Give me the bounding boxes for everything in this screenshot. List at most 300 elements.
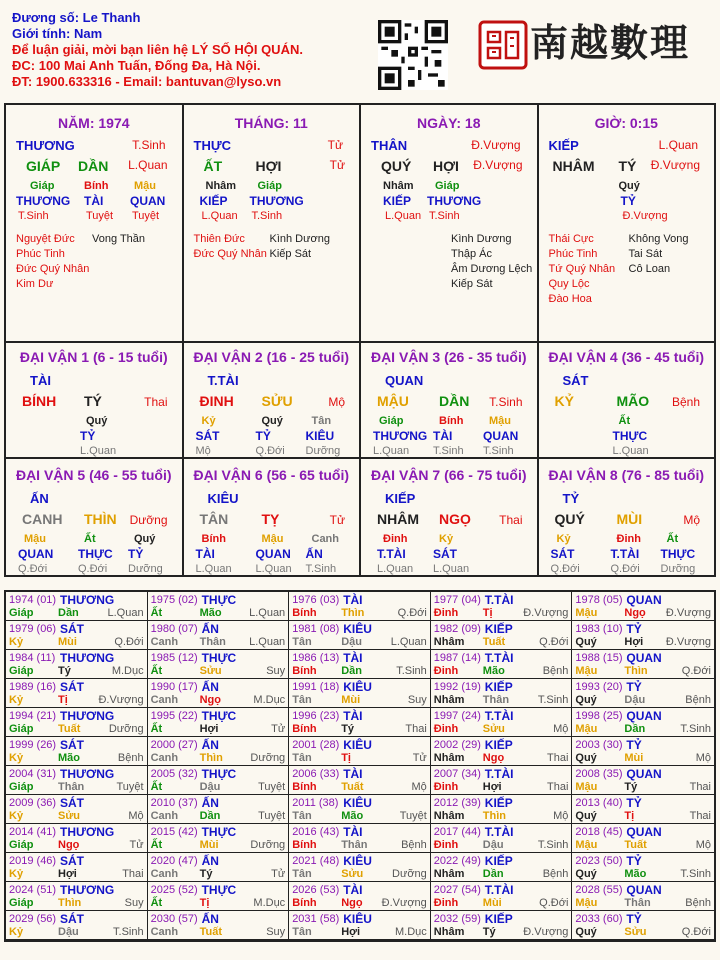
year-stem: Quý <box>575 868 597 880</box>
year-god: KIẾP <box>484 738 513 752</box>
hidden-stem-stage: L.Quan <box>201 210 238 222</box>
pillar-title: GIỜ: 0:15 <box>594 115 658 131</box>
year-stem: Mậu <box>575 665 598 677</box>
year-stage: M.Dục <box>111 665 144 677</box>
hidden-stem-stage: L.Quan <box>373 445 410 457</box>
year-stem: Canh <box>150 868 179 880</box>
year-stage: Q.Đới <box>681 926 711 938</box>
year-label: 2000 (27) <box>150 739 198 751</box>
hidden-stem-god: THỰC <box>660 547 696 561</box>
hidden-stem: Mậu <box>489 415 511 427</box>
year-cell <box>6 737 148 766</box>
year-branch: Tý <box>341 723 355 735</box>
year-stage: L.Quan <box>390 636 427 648</box>
star-name: Đức Quý Nhân <box>16 263 90 275</box>
year-stem: Ất <box>150 723 163 735</box>
year-cell <box>6 795 148 824</box>
year-stage: Mộ <box>695 752 711 764</box>
year-label: 1987 (14) <box>433 652 481 664</box>
year-stem: Giáp <box>9 781 34 793</box>
dai-van-branch: THÌN <box>84 511 117 527</box>
year-label: 2031 (58) <box>292 913 340 925</box>
hidden-stem-god: T.TÀI <box>610 547 640 561</box>
year-label: 2030 (57) <box>150 913 198 925</box>
dai-van-branch: NGỌ <box>439 511 471 527</box>
star-name: Không Vong <box>628 233 689 245</box>
four-pillars <box>4 103 716 343</box>
pillar-title: NĂM: 1974 <box>57 115 130 131</box>
year-label: 1992 (19) <box>433 681 481 693</box>
dai-van-branch: DẦN <box>439 393 470 409</box>
dai-van-god: TÀI <box>30 373 51 388</box>
year-god: QUAN <box>626 709 662 723</box>
year-stage: Thai <box>122 868 144 880</box>
year-cell <box>148 737 290 766</box>
hidden-stem: Quý <box>261 415 283 427</box>
dai-van-title: ĐẠI VẬN 2 (16 - 25 tuổi) <box>193 349 350 365</box>
year-god: KIẾP <box>484 912 513 926</box>
year-label: 2012 (39) <box>433 797 481 809</box>
year-stage: Dưỡng <box>392 868 427 880</box>
year-god: KIÊU <box>343 622 372 636</box>
red-seal-icon <box>478 20 528 70</box>
hidden-stem-god: TÀI <box>84 194 104 208</box>
year-label: 2024 (51) <box>9 884 57 896</box>
year-cell <box>572 592 714 621</box>
year-stem: Tân <box>292 810 312 822</box>
year-stage: Đ.Vượng <box>523 607 569 619</box>
year-stage: Tuyệt <box>399 810 427 822</box>
year-cell <box>6 882 148 911</box>
hidden-stem-god: SÁT <box>433 547 457 561</box>
year-stage: Tuyệt <box>258 810 286 822</box>
year-label: 2007 (34) <box>433 768 481 780</box>
hidden-stem: Nhâm <box>205 180 237 192</box>
earthly-branch: HỢI <box>255 158 282 174</box>
year-god: TÀI <box>343 767 363 781</box>
dai-van-7 <box>361 459 539 575</box>
heavenly-stem: GIÁP <box>26 158 61 174</box>
year-god: TỶ <box>626 854 642 868</box>
year-cell <box>148 708 290 737</box>
year-stage: Thai <box>546 752 569 764</box>
dai-van-stage: Thai <box>144 395 168 409</box>
year-god: SÁT <box>60 622 84 636</box>
hidden-stem-god: THƯƠNG <box>249 194 304 208</box>
year-stage: Mộ <box>553 810 569 822</box>
hidden-stem: Nhâm <box>383 180 414 192</box>
stem-god-label: THƯƠNG <box>16 138 75 153</box>
year-stage: Đ.Vượng <box>665 607 711 619</box>
year-stage: T.Sinh <box>537 694 569 706</box>
stem-god-label: THỰC <box>193 138 232 153</box>
year-label: 2027 (54) <box>433 884 481 896</box>
heavenly-stem: ẤT <box>203 158 223 174</box>
year-branch: Sửu <box>624 926 647 938</box>
year-branch: Thìn <box>624 665 648 677</box>
year-cell <box>6 592 148 621</box>
year-branch: Tuất <box>341 781 364 793</box>
year-branch: Dần <box>199 810 221 822</box>
year-stem: Giáp <box>9 897 34 909</box>
year-branch: Thìn <box>341 607 365 619</box>
owner-line: Đương số: Le Thanh <box>12 10 141 25</box>
dai-van-5 <box>6 459 184 575</box>
hidden-stem-stage: L.Quan <box>255 563 292 575</box>
year-stage: Thai <box>689 781 711 793</box>
year-label: 1996 (23) <box>292 710 340 722</box>
year-stem: Bính <box>292 839 317 851</box>
branch-stage-label: Đ.Vượng <box>473 158 523 172</box>
year-branch: Sửu <box>199 665 222 677</box>
year-stage: Tử <box>271 868 286 880</box>
year-stem: Tân <box>292 868 312 880</box>
year-branch: Thân <box>624 897 651 909</box>
year-stem: Nhâm <box>433 926 465 938</box>
year-label: 1975 (02) <box>150 594 198 606</box>
hidden-stem-stage: T.Sinh <box>251 210 283 222</box>
hidden-stem-stage: L.Quan <box>195 563 232 575</box>
dai-van-row-1 <box>4 341 716 459</box>
year-stem: Giáp <box>9 607 34 619</box>
year-cell <box>148 795 290 824</box>
star-name: Kình Dương <box>269 233 330 245</box>
year-god: THƯƠNG <box>60 767 115 781</box>
year-cell <box>572 882 714 911</box>
year-branch: Mão <box>58 752 80 764</box>
year-stage: Bệnh <box>685 694 711 706</box>
year-cell <box>148 650 290 679</box>
year-cell <box>289 737 431 766</box>
hidden-stem-god: TỶ <box>255 429 271 443</box>
pillar-3 <box>361 105 539 341</box>
star-name: Vong Thần <box>92 233 146 245</box>
qr-code-icon[interactable] <box>378 20 448 90</box>
year-stage: Mộ <box>128 810 144 822</box>
year-label: 1979 (06) <box>9 623 57 635</box>
year-cell <box>431 679 573 708</box>
year-cell <box>431 911 573 940</box>
year-stage: Mộ <box>411 781 427 793</box>
year-stem: Tân <box>292 926 312 938</box>
year-cell <box>148 853 290 882</box>
year-stem: Mậu <box>575 781 598 793</box>
year-god: TỶ <box>626 680 642 694</box>
contact-line: Để luận giải, mời bạn liên hệ LÝ SỐ HỘI QUÁN. <box>12 42 303 57</box>
heavenly-stem: QUÝ <box>381 158 412 174</box>
earthly-branch: TÝ <box>618 158 637 174</box>
stem-stage-label: T.Sinh <box>132 138 166 152</box>
year-label: 2022 (49) <box>433 855 481 867</box>
year-branch: Dậu <box>482 839 504 851</box>
year-god: THƯƠNG <box>60 593 115 607</box>
year-stem: Ất <box>150 897 163 909</box>
year-cell <box>572 679 714 708</box>
star-name: Âm Dương Lệch <box>451 263 533 275</box>
year-cell <box>431 824 573 853</box>
year-cell <box>6 766 148 795</box>
year-label: 2026 (53) <box>292 884 340 896</box>
year-stage: L.Quan <box>107 607 144 619</box>
dai-van-stem: CANH <box>22 511 63 527</box>
star-name: Tứ Quý Nhân <box>548 263 616 275</box>
star-name: Cô Loan <box>628 263 671 275</box>
year-branch: Mão <box>199 607 222 619</box>
year-label: 1978 (05) <box>575 594 623 606</box>
year-stem: Kỷ <box>9 868 24 880</box>
year-god: KIÊU <box>343 912 372 926</box>
year-stage: Bệnh <box>542 868 569 880</box>
hidden-stem: Bính <box>84 180 109 192</box>
hidden-stem-god: TÀI <box>195 547 215 561</box>
hidden-stem-god: SÁT <box>550 547 575 561</box>
star-name: Kiếp Sát <box>451 278 493 290</box>
year-cell <box>148 911 290 940</box>
year-cell <box>431 766 573 795</box>
hidden-stem-god: THỰC <box>612 429 648 443</box>
hidden-stem: Bính <box>201 533 226 545</box>
year-label: 1984 (11) <box>9 652 56 664</box>
year-cell <box>148 592 290 621</box>
hidden-stem: Đinh <box>616 533 641 545</box>
dai-van-stem: QUÝ <box>554 511 585 527</box>
hidden-stem-god: KIẾP <box>383 194 412 208</box>
year-cell <box>289 795 431 824</box>
year-stage: Q.Đới <box>114 636 144 648</box>
year-branch: Ngọ <box>482 752 505 764</box>
dai-van-god: KIẾP <box>385 491 416 506</box>
year-label: 1989 (16) <box>9 681 57 693</box>
year-branch: Thân <box>482 694 510 706</box>
dai-van-8 <box>539 459 715 575</box>
year-cell <box>431 882 573 911</box>
year-cell <box>289 766 431 795</box>
year-stage: Tuyệt <box>258 781 286 793</box>
year-stage: Thai <box>546 781 569 793</box>
year-god: SÁT <box>60 912 84 926</box>
year-branch: Thìn <box>482 810 507 822</box>
year-label: 1982 (09) <box>433 623 481 635</box>
year-cell <box>148 621 290 650</box>
year-stage: L.Quan <box>249 636 286 648</box>
year-label: 2006 (33) <box>292 768 340 780</box>
year-god: QUAN <box>626 883 662 897</box>
year-branch: Tị <box>58 694 68 706</box>
year-stem: Tân <box>292 694 312 706</box>
year-cell <box>6 708 148 737</box>
year-label: 2002 (29) <box>433 739 481 751</box>
dai-van-god: KIÊU <box>207 491 239 506</box>
pillar-4 <box>539 105 715 341</box>
hidden-stem-stage: Dưỡng <box>305 445 341 457</box>
year-stage: Bệnh <box>401 839 427 851</box>
year-stage: T.Sinh <box>680 723 711 735</box>
year-stage: Q.Đới <box>539 636 569 648</box>
year-label: 2016 (43) <box>292 826 340 838</box>
year-label: 1988 (15) <box>575 652 623 664</box>
hidden-stem-stage: T.Sinh <box>433 445 464 457</box>
year-stem: Giáp <box>9 839 34 851</box>
year-stem: Kỷ <box>9 926 24 938</box>
dai-van-god: SÁT <box>562 373 589 388</box>
hidden-stem-god: KIẾP <box>199 194 228 208</box>
year-stage: Đ.Vượng <box>98 694 144 706</box>
star-name: Thập Ác <box>451 248 492 260</box>
year-label: 2025 (52) <box>150 884 198 896</box>
year-label: 2004 (31) <box>9 768 57 780</box>
dai-van-branch: SỬU <box>261 393 293 409</box>
year-branch: Mão <box>482 665 505 677</box>
year-god: QUAN <box>626 825 662 839</box>
year-label: 1994 (21) <box>9 710 57 722</box>
year-stem: Giáp <box>9 665 34 677</box>
year-cell <box>289 621 431 650</box>
year-stem: Nhâm <box>433 810 465 822</box>
dai-van-stage: Mộ <box>328 395 345 409</box>
dai-van-god: T.TÀI <box>207 373 239 388</box>
year-cell <box>431 621 573 650</box>
branch-stage-label: Đ.Vượng <box>650 158 700 172</box>
hidden-stem-stage: Dưỡng <box>660 563 696 575</box>
hidden-stem-god: THỰC <box>78 547 113 561</box>
year-stem: Canh <box>150 926 179 938</box>
annual-luck-grid <box>4 590 716 942</box>
year-cell <box>431 708 573 737</box>
dai-van-branch: MÙI <box>616 511 643 527</box>
year-cell <box>572 621 714 650</box>
year-label: 2003 (30) <box>575 739 623 751</box>
year-branch: Mùi <box>482 897 502 909</box>
year-stage: Q.Đới <box>539 897 569 909</box>
year-stem: Kỷ <box>9 694 24 706</box>
year-god: TÀI <box>343 651 363 665</box>
stars-left <box>549 232 616 307</box>
year-cell <box>289 824 431 853</box>
year-god: SÁT <box>60 738 84 752</box>
year-stem: Canh <box>150 636 179 648</box>
year-god: KIẾP <box>484 854 513 868</box>
star-name: Tai Sát <box>628 248 663 260</box>
year-label: 2019 (46) <box>9 855 57 867</box>
year-stem: Đinh <box>433 607 459 619</box>
year-cell <box>431 592 573 621</box>
year-stem: Đinh <box>433 665 459 677</box>
year-god: THƯƠNG <box>60 651 115 665</box>
hidden-stem-stage: L.Quan <box>80 445 117 457</box>
year-stage: Bệnh <box>685 897 711 909</box>
year-god: ẤN <box>201 912 219 926</box>
hidden-stem-god: QUAN <box>255 547 291 561</box>
dai-van-stage: Bệnh <box>671 395 700 409</box>
year-stem: Canh <box>150 694 179 706</box>
year-stage: Suy <box>407 694 427 706</box>
dai-van-title: ĐẠI VẬN 8 (76 - 85 tuổi) <box>548 467 705 483</box>
year-god: KIẾP <box>484 622 513 636</box>
year-god: ẤN <box>201 854 219 868</box>
year-god: TỶ <box>626 738 642 752</box>
hidden-stem: Ất <box>84 533 96 545</box>
year-stage: Tử <box>129 839 144 851</box>
hidden-stem-god: THƯƠNG <box>427 194 482 208</box>
star-name: Nguyệt Đức <box>16 233 75 245</box>
year-label: 1990 (17) <box>150 681 198 693</box>
dai-van-god: QUAN <box>385 373 424 388</box>
stem-stage-label: L.Quan <box>658 138 698 152</box>
branch-stage-label: Tử <box>329 158 345 172</box>
year-stem: Bính <box>292 607 317 619</box>
hidden-stem-stage: Q.Đới <box>78 563 108 575</box>
year-stage: L.Quan <box>249 607 286 619</box>
hidden-stem-stage: Dưỡng <box>128 563 163 575</box>
dai-van-stem: ĐINH <box>199 393 234 409</box>
year-branch: Tị <box>482 607 493 619</box>
year-label: 1976 (03) <box>292 594 340 606</box>
year-label: 2020 (47) <box>150 855 198 867</box>
star-name: Phúc Tinh <box>548 248 598 260</box>
year-label: 2010 (37) <box>150 797 198 809</box>
dai-van-row-2 <box>4 459 716 577</box>
hidden-stem: Giáp <box>435 180 460 192</box>
hidden-stem-stage: T.Sinh <box>483 445 514 457</box>
year-god: QUAN <box>626 651 662 665</box>
year-stem: Kỷ <box>9 636 24 648</box>
hidden-stem: Ất <box>666 533 679 545</box>
year-label: 2018 (45) <box>575 826 623 838</box>
dai-van-stage: T.Sinh <box>489 395 523 409</box>
year-god: TỶ <box>626 912 642 926</box>
year-stem: Bính <box>292 781 317 793</box>
year-stem: Nhâm <box>433 636 465 648</box>
year-branch: Tuất <box>58 723 81 735</box>
year-branch: Thân <box>58 781 85 793</box>
year-label: 2032 (59) <box>433 913 481 925</box>
year-stage: Thai <box>689 810 711 822</box>
year-label: 1986 (13) <box>292 652 340 664</box>
year-god: SÁT <box>60 796 84 810</box>
dai-van-branch: TÝ <box>84 393 102 409</box>
year-god: THƯƠNG <box>60 709 115 723</box>
year-branch: Mão <box>341 810 364 822</box>
year-stem: Đinh <box>433 723 459 735</box>
year-label: 1980 (07) <box>150 623 198 635</box>
hidden-stem: Kỷ <box>201 415 216 427</box>
year-stage: Suy <box>266 665 286 677</box>
year-god: T.TÀI <box>484 883 514 897</box>
year-label: 1997 (24) <box>433 710 481 722</box>
year-stem: Quý <box>575 810 597 822</box>
stars-right <box>270 232 330 262</box>
star-name: Thái Cực <box>548 233 594 245</box>
year-stem: Canh <box>150 810 179 822</box>
year-cell <box>289 853 431 882</box>
year-stage: Q.Đới <box>681 665 711 677</box>
year-branch: Tý <box>482 926 496 938</box>
branch-stage-label: L.Quan <box>128 158 168 172</box>
stem-stage-label: Tử <box>327 138 343 152</box>
stem-god-label: THÂN <box>371 138 408 153</box>
stars-right <box>92 232 145 247</box>
hidden-stem-god: TÀI <box>433 429 453 443</box>
star-name: Đào Hoa <box>548 293 592 305</box>
year-god: TỶ <box>626 622 642 636</box>
year-god: QUAN <box>626 593 662 607</box>
year-label: 2008 (35) <box>575 768 623 780</box>
year-branch: Dậu <box>341 636 362 648</box>
year-stem: Nhâm <box>433 752 465 764</box>
year-branch: Hợi <box>624 636 644 648</box>
year-branch: Tuất <box>199 926 222 938</box>
year-stem: Bính <box>292 665 317 677</box>
